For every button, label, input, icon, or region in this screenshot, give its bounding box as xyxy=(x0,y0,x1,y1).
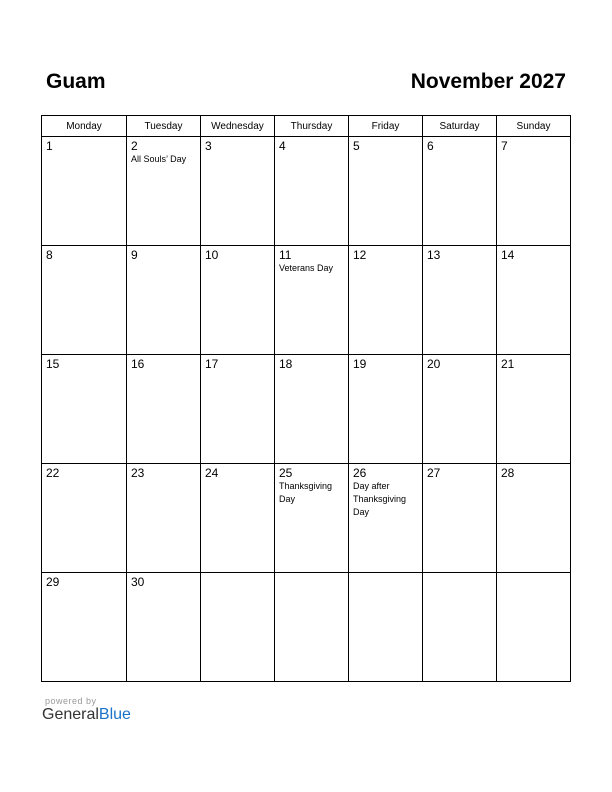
weekday-monday: Monday xyxy=(42,116,127,137)
day-number: 21 xyxy=(501,357,515,371)
day-number: 6 xyxy=(427,139,434,153)
day-cell[interactable] xyxy=(275,464,349,573)
footer-brand xyxy=(42,696,131,724)
month-year-title: November 2027 xyxy=(410,70,566,93)
day-number: 5 xyxy=(353,139,360,153)
day-cell[interactable] xyxy=(349,355,423,464)
day-number: 26 xyxy=(353,466,367,480)
day-cell[interactable] xyxy=(127,464,201,573)
week-row xyxy=(42,137,571,246)
day-number: 19 xyxy=(353,357,367,371)
day-cell[interactable] xyxy=(201,246,275,355)
brand-general-text: General xyxy=(42,706,99,723)
day-number: 4 xyxy=(279,139,286,153)
day-number: 11 xyxy=(279,248,292,262)
day-number: 22 xyxy=(46,466,60,480)
week-row xyxy=(42,464,571,573)
day-cell[interactable] xyxy=(127,355,201,464)
weekday-friday: Friday xyxy=(349,116,423,137)
day-cell[interactable] xyxy=(497,246,571,355)
day-cell xyxy=(275,573,349,682)
brand-blue-text: Blue xyxy=(98,706,131,723)
day-number: 15 xyxy=(46,357,60,371)
day-cell xyxy=(201,573,275,682)
day-cell[interactable] xyxy=(127,246,201,355)
day-cell[interactable] xyxy=(42,137,127,246)
week-row xyxy=(42,573,571,682)
day-number: 27 xyxy=(427,466,441,480)
weekday-saturday: Saturday xyxy=(423,116,497,137)
day-number: 29 xyxy=(46,575,60,589)
day-cell[interactable] xyxy=(423,464,497,573)
day-cell[interactable] xyxy=(127,573,201,682)
day-cell[interactable] xyxy=(201,464,275,573)
weekday-tuesday: Tuesday xyxy=(127,116,201,137)
day-cell[interactable] xyxy=(42,355,127,464)
day-cell[interactable] xyxy=(349,137,423,246)
day-number: 1 xyxy=(46,139,53,153)
day-cell xyxy=(423,573,497,682)
day-number: 14 xyxy=(501,248,515,262)
day-number: 17 xyxy=(205,357,219,371)
calendar-grid xyxy=(41,115,571,682)
day-cell[interactable] xyxy=(42,464,127,573)
weekday-thursday: Thursday xyxy=(275,116,349,137)
holiday-label: All Souls’ Day xyxy=(131,154,187,164)
powered-by-text: powered by xyxy=(45,696,97,706)
day-number: 16 xyxy=(131,357,145,371)
holiday-label: Veterans Day xyxy=(279,263,334,273)
day-cell[interactable] xyxy=(275,246,349,355)
day-number: 7 xyxy=(501,139,508,153)
day-number: 25 xyxy=(279,466,293,480)
day-number: 13 xyxy=(427,248,441,262)
day-number: 20 xyxy=(427,357,441,371)
week-row xyxy=(42,355,571,464)
day-cell[interactable] xyxy=(42,573,127,682)
day-number: 3 xyxy=(205,139,212,153)
weekday-wednesday: Wednesday xyxy=(201,116,275,137)
day-number: 9 xyxy=(131,248,138,262)
day-cell[interactable] xyxy=(275,355,349,464)
day-number: 12 xyxy=(353,248,367,262)
day-number: 8 xyxy=(46,248,53,262)
week-row xyxy=(42,246,571,355)
day-cell[interactable] xyxy=(497,137,571,246)
day-cell[interactable] xyxy=(423,137,497,246)
day-number: 18 xyxy=(279,357,293,371)
calendar-header xyxy=(46,70,566,100)
day-cell[interactable] xyxy=(423,355,497,464)
day-cell[interactable] xyxy=(423,246,497,355)
day-cell[interactable] xyxy=(349,246,423,355)
day-cell[interactable] xyxy=(42,246,127,355)
day-cell[interactable] xyxy=(201,355,275,464)
holiday-label: Day after Thanksgiving Day xyxy=(353,481,407,517)
day-cell[interactable] xyxy=(349,464,423,573)
day-cell xyxy=(497,573,571,682)
weekday-header-row xyxy=(42,116,571,137)
day-number: 30 xyxy=(131,575,145,589)
day-number: 2 xyxy=(131,139,138,153)
weekday-sunday: Sunday xyxy=(497,116,571,137)
day-cell xyxy=(349,573,423,682)
day-cell[interactable] xyxy=(497,464,571,573)
day-cell[interactable] xyxy=(201,137,275,246)
day-number: 28 xyxy=(501,466,515,480)
day-number: 23 xyxy=(131,466,145,480)
day-number: 24 xyxy=(205,466,219,480)
day-cell[interactable] xyxy=(275,137,349,246)
day-cell[interactable] xyxy=(497,355,571,464)
day-cell[interactable] xyxy=(127,137,201,246)
brand-logo[interactable] xyxy=(42,706,131,724)
country-title: Guam xyxy=(46,70,106,93)
holiday-label: Thanksgiving Day xyxy=(279,481,333,504)
day-number: 10 xyxy=(205,248,219,262)
